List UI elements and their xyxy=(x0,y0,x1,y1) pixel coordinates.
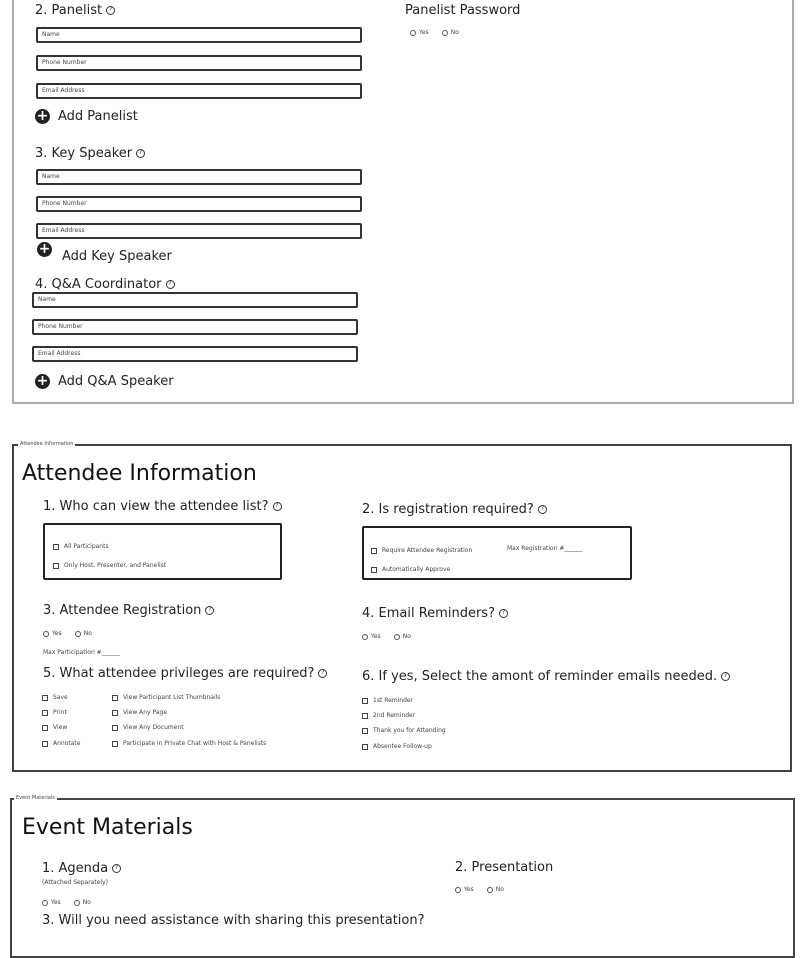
add-panelist-button[interactable]: Add Panelist xyxy=(58,109,138,124)
yes-radio[interactable] xyxy=(362,634,368,640)
panelist-email-input[interactable]: Email Address xyxy=(36,83,362,99)
add-circle-icon[interactable]: + xyxy=(38,241,51,257)
add-key-speaker-button[interactable]: Add Key Speaker xyxy=(62,249,172,264)
yes-radio[interactable] xyxy=(455,887,461,893)
max-participation-field[interactable] xyxy=(43,642,128,661)
option-label: 1st Reminder xyxy=(373,697,414,704)
no-label: No xyxy=(82,899,91,906)
option-label: Absentee Follow-up xyxy=(373,743,432,750)
option-label: Save xyxy=(53,694,68,701)
q1-option[interactable] xyxy=(53,555,174,574)
help-icon[interactable]: ? xyxy=(166,280,175,289)
attendee-legend: Attendee Information xyxy=(20,441,74,447)
reminder-option[interactable] xyxy=(362,736,440,755)
max-registration-field[interactable] xyxy=(507,538,590,557)
q6-title-text: 6. If yes, Select the amont of reminder emails needed. xyxy=(362,669,718,684)
q5-title xyxy=(43,666,327,681)
checkbox[interactable] xyxy=(112,695,118,701)
attendee-heading: Attendee Information xyxy=(22,461,257,486)
no-radio[interactable] xyxy=(75,631,81,637)
qa-title-text: 4. Q&A Coordinator xyxy=(35,277,162,292)
checkbox[interactable] xyxy=(42,741,48,747)
checkbox[interactable] xyxy=(42,710,48,716)
q3-title-text: 3. Attendee Registration xyxy=(43,603,202,618)
checkbox[interactable] xyxy=(112,710,118,716)
key-speaker-title xyxy=(35,146,145,161)
panelist-name-input[interactable]: Name xyxy=(36,27,362,43)
option-label: View Any Document xyxy=(123,724,184,731)
no-radio[interactable] xyxy=(74,900,80,906)
option-label: View Any Page xyxy=(123,709,168,716)
help-icon[interactable]: ? xyxy=(273,502,282,511)
checkbox[interactable] xyxy=(42,725,48,731)
max-registration-label: Max Registration #______ xyxy=(507,545,583,552)
no-label: No xyxy=(495,886,504,893)
checkbox[interactable] xyxy=(112,725,118,731)
yes-label: Yes xyxy=(464,886,474,893)
option-label: Require Attendee Registration xyxy=(382,547,473,554)
q3-radio-group xyxy=(43,623,100,642)
option-label: Only Host, Presenter, and Panelist xyxy=(64,562,167,569)
panelist-password-radio-group xyxy=(410,22,467,41)
panelist-title xyxy=(35,3,115,18)
q2-option[interactable] xyxy=(371,559,458,578)
key-speaker-email-input[interactable]: Email Address xyxy=(36,223,362,239)
qa-coordinator-title xyxy=(35,277,175,292)
option-label: View Participant List Thumbnails xyxy=(123,694,221,701)
q4-title-text: 4. Email Reminders? xyxy=(362,606,495,621)
no-label: No xyxy=(83,630,92,637)
add-circle-icon[interactable]: + xyxy=(36,108,49,124)
help-icon[interactable]: ? xyxy=(499,609,508,618)
qa-name-input[interactable]: Name xyxy=(32,292,358,308)
q2-option[interactable] xyxy=(371,540,480,559)
presentation-radio-group xyxy=(455,879,512,898)
privilege-option[interactable] xyxy=(112,733,274,752)
assistance-question: 3. Will you need assistance with sharing this presentation? xyxy=(42,913,425,928)
q1-title-text: 1. Who can view the attendee list? xyxy=(43,499,269,514)
q1-option[interactable] xyxy=(53,536,117,555)
help-icon[interactable]: ? xyxy=(112,864,121,873)
no-radio[interactable] xyxy=(394,634,400,640)
q1-title xyxy=(43,499,282,514)
checkbox[interactable] xyxy=(362,698,368,704)
yes-radio[interactable] xyxy=(43,631,49,637)
no-radio[interactable] xyxy=(487,887,493,893)
checkbox[interactable] xyxy=(53,544,59,550)
q3-title xyxy=(43,603,214,618)
option-label: 2nd Reminder xyxy=(373,712,416,719)
yes-label: Yes xyxy=(419,29,429,36)
option-label: Participate in Private Chat with Host & Panelists xyxy=(123,740,267,747)
no-radio[interactable] xyxy=(442,30,448,36)
no-label: No xyxy=(402,633,411,640)
q2-title xyxy=(362,502,547,517)
add-circle-icon[interactable]: + xyxy=(36,373,49,389)
yes-radio[interactable] xyxy=(410,30,416,36)
yes-label: Yes xyxy=(51,899,61,906)
add-qa-speaker-button[interactable]: Add Q&A Speaker xyxy=(58,374,174,389)
option-label: Annotate xyxy=(53,740,81,747)
privilege-option[interactable] xyxy=(42,733,88,752)
panelist-title-text: 2. Panelist xyxy=(35,3,103,18)
presentation-title: 2. Presentation xyxy=(455,860,554,875)
yes-label: Yes xyxy=(371,633,381,640)
help-icon[interactable]: ? xyxy=(538,505,547,514)
help-icon[interactable]: ? xyxy=(318,669,327,678)
option-label: Thank you for Attending xyxy=(373,727,446,734)
q4-radio-group xyxy=(362,626,419,645)
max-participation-label: Max Participation #______ xyxy=(43,649,120,656)
agenda-title xyxy=(42,861,121,876)
checkbox[interactable] xyxy=(362,713,368,719)
checkbox[interactable] xyxy=(362,744,368,750)
checkbox[interactable] xyxy=(371,548,377,554)
panelist-phone-input[interactable]: Phone Number xyxy=(36,55,362,71)
help-icon[interactable]: ? xyxy=(205,606,214,615)
help-icon[interactable]: ? xyxy=(136,149,145,158)
key-speaker-phone-input[interactable]: Phone Number xyxy=(36,196,362,212)
yes-label: Yes xyxy=(52,630,62,637)
help-icon[interactable]: ? xyxy=(721,672,730,681)
checkbox[interactable] xyxy=(362,728,368,734)
option-label: Automatically Approve xyxy=(382,566,451,573)
q6-title xyxy=(362,669,730,684)
yes-radio[interactable] xyxy=(42,900,48,906)
option-label: All Participants xyxy=(64,543,109,550)
key-speaker-title-text: 3. Key Speaker xyxy=(35,146,133,161)
qa-email-input[interactable]: Email Address xyxy=(32,346,358,362)
agenda-title-text: 1. Agenda xyxy=(42,861,109,876)
materials-heading: Event Materials xyxy=(22,815,193,840)
agenda-note: (Attached Separately) xyxy=(42,879,108,886)
key-speaker-name-input[interactable]: Name xyxy=(36,169,362,185)
option-label: View xyxy=(53,724,68,731)
qa-phone-input[interactable]: Phone Number xyxy=(32,319,358,335)
checkbox[interactable] xyxy=(42,695,48,701)
checkbox[interactable] xyxy=(371,567,377,573)
option-label: Print xyxy=(53,709,67,716)
materials-legend: Event Materials xyxy=(16,795,55,801)
panelist-password-title: Panelist Password xyxy=(405,3,521,18)
q4-title xyxy=(362,606,508,621)
agenda-radio-group xyxy=(42,892,99,911)
checkbox[interactable] xyxy=(53,563,59,569)
help-icon[interactable]: ? xyxy=(106,6,115,15)
q2-title-text: 2. Is registration required? xyxy=(362,502,534,517)
q5-title-text: 5. What attendee privileges are required? xyxy=(43,666,315,681)
checkbox[interactable] xyxy=(112,741,118,747)
no-label: No xyxy=(450,29,459,36)
